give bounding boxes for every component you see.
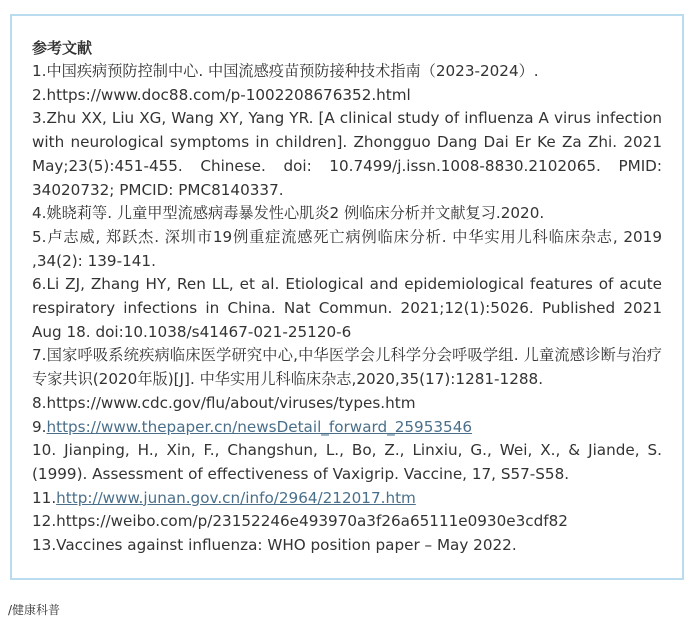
reference-number-9: 9. [32,417,47,436]
reference-item-8: 8.https://www.cdc.gov/flu/about/viruses/types.htm [32,393,416,412]
reference-link-9[interactable]: https://www.thepaper.cn/newsDetail_forward_25953546 [46,417,473,436]
reference-item-11 [32,487,662,511]
reference-item-4: 4.姚晓莉等. 儿童甲型流感病毒暴发性心肌炎2 例临床分析并文献复习.2020. [32,204,545,223]
reference-item-13: 13.Vaccines against influenza: WHO position paper – May 2022. [32,536,517,555]
reference-item-12: 12.https://weibo.com/p/23152246e493970a3f26a65111e0930e3cdf82 [32,512,568,531]
reference-item-2: 2.https://www.doc88.com/p-1002208676352.html [32,85,411,104]
reference-item-9 [32,416,662,440]
reference-number-11: 11. [32,488,57,507]
reference-item-10: 10. Jianping, H., Xin, F., Changshun, L., Bo, Z., Linxiu, G., Wei, X., & Jiande, S. (1999). Assessment of effectiveness of Vaxigrip. Vaccine, 17, S57-S58. [32,441,662,483]
reference-item-6: 6.Li ZJ, Zhang HY, Ren LL, et al. Etiological and epidemiological features of acute respiratory infections in China. Nat Commun. 2021;12(1):5026. Published 2021 Aug 18. doi:10.1038/s41467-021-25120-6 [32,275,662,341]
reference-item-7: 7.国家呼吸系统疾病临床医学研究中心,中华医学会儿科学分会呼吸学组. 儿童流感诊断与治疗专家共识(2020年版)[J]. 中华实用儿科临床杂志,2020,35(17):1281-1288. [32,346,662,389]
reference-item-5: 5.卢志威, 郑跃杰. 深圳市19例重症流感死亡病例临床分析. 中华实用儿科临床杂志, 2019 ,34(2): 139-141. [32,227,662,270]
references-list [32,60,662,558]
category-tag: /健康科普 [8,603,61,617]
references-box [10,14,684,580]
reference-item-1: 1.中国疾病预防控制中心. 中国流感疫苗预防接种技术指南（2023-2024）. [32,62,539,80]
references-title: 参考文献 [32,39,93,57]
reference-link-11[interactable]: http://www.junan.gov.cn/info/2964/212017.htm [56,488,416,507]
reference-item-3: 3.Zhu XX, Liu XG, Wang XY, Yang YR. [A clinical study of influenza A virus infection with neurological symptoms in children]. Zhongguo Dang Dai Er Ke Za Zhi. 2021 May;23(5):451-455. Chinese. doi: 10.7499/j.issn.1008-8830.2102065. PMID: 34020732; PMCID: PMC8140337. [32,109,662,199]
